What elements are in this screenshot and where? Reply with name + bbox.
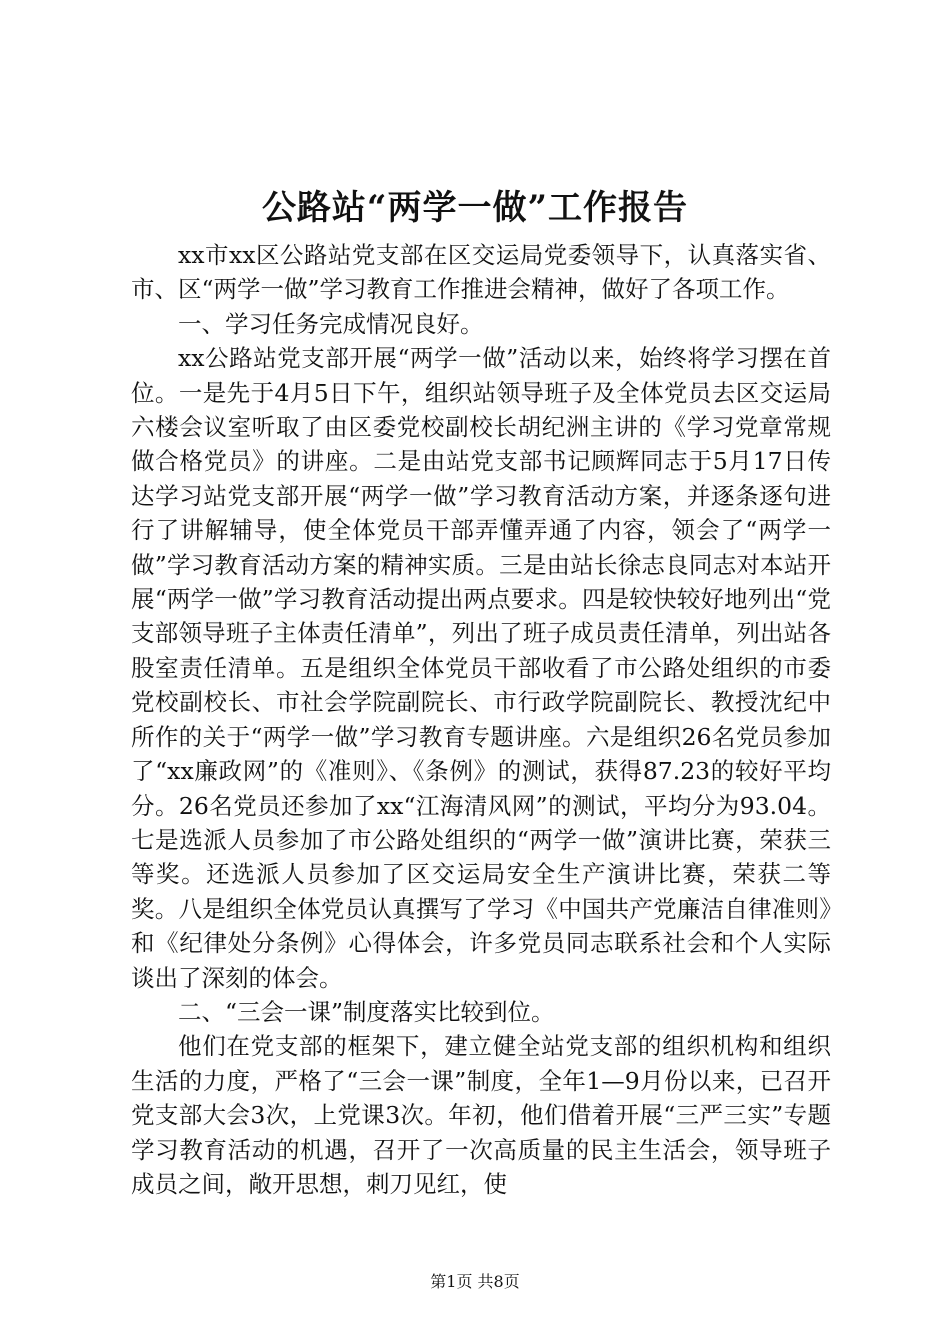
- section-heading-1: 一、学习任务完成情况良好。: [178, 309, 484, 338]
- section-heading-2: 二、“三会一课”制度落实比较到位。: [178, 997, 555, 1026]
- document-title: 公路站“两学一做”工作报告: [261, 188, 689, 228]
- page-footer: 第1页 共8页: [430, 1272, 520, 1291]
- section-paragraph-2: 他们在党支部的框架下，建立健全站党支部的组织机构和组织生活的力度，严格了“三会一课”制度，全年1—9月份以来，已召开党支部大会3次，上党课3次。年初，他们借着开展“三严三实”专题学习教育活动的机遇，召开了一次高质量的民主生活会，领导班子成员之间，敞开思想，刺刀见红，使: [131, 1032, 831, 1198]
- section-paragraph-1: xx公路站党支部开展“两学一做”活动以来，始终将学习摆在首位。一是先于4月5日下午，组织站领导班子及全体党员去区交运局六楼会议室听取了由区委党校副校长胡纪洲主讲的《学习党章常规做合格党员》的讲座。二是由站党支部书记顾辉同志于5月17日传达学习站党支部开展“两学一做”学习教育活动方案，并逐条逐句进行了讲解辅导，使全体党员干部弄懂弄通了内容，领会了“两学一做”学习教育活动方案的精神实质。三是由站长徐志良同志对本站开展“两学一做”学习教育活动提出两点要求。四是较快较好地列出“党支部领导班子主体责任清单”，列出了班子成员责任清单，列出站各股室责任清单。五是组织全体党员干部收看了市公路处组织的市委党校副校长、市社会学院副院长、市行政学院副院长、教授沈纪中所作的关于“两学一做”学习教育专题讲座。六是组织26名党员参加了“xx廉政网”的《准则》、《条例》的测试，获得87.23的较好平均分。26名党员还参加了xx“江海清风网”的测试，平均分为93.04。七是选派人员参加了市公路处组织的“两学一做”演讲比赛，荣获三等奖。还选派人员参加了区交运局安全生产演讲比赛，荣获二等奖。八是组织全体党员认真撰写了学习《中国共产党廉洁自律准则》和《纪律处分条例》心得体会，许多党员同志联系社会和个人实际谈出了深刻的体会。: [131, 344, 831, 992]
- document-body: [131, 238, 831, 1201]
- intro-paragraph: xx市xx区公路站党支部在区交运局党委领导下，认真落实省、市、区“两学一做”学习教育工作推进会精神，做好了各项工作。: [131, 241, 831, 304]
